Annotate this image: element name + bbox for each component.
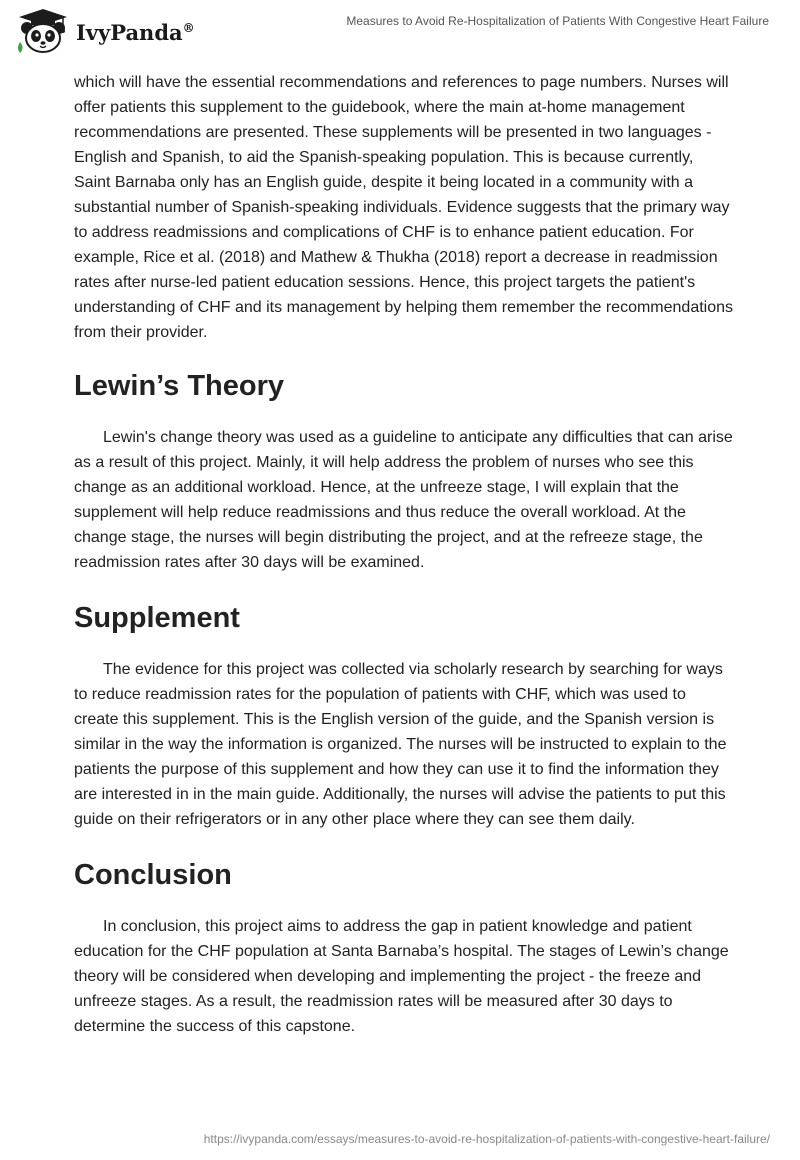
- intro-paragraph: which will have the essential recommendations and references to page numbers. Nurses will offer patients this supplement to the guidebook, where the main at-home management recommendations are presented. These supplements will be presented in two languages - English and Spanish, to aid the Spanish-speaking population. This is because currently, Saint Barnaba only has an English guide, despite it being located in a community with a substantial number of Spanish-speaking individuals. Evidence suggests that the primary way to address readmissions and complications of CHF is to enhance patient education. For example, Rice et al. (2018) and Mathew & Thukha (2018) report a decrease in readmission rates after nurse-led patient education sessions. Hence, this project targets the patient's understanding of CHF and its management by helping them remember the recommendations from their provider.: [74, 74, 734, 341]
- section-paragraph-conclusion: In conclusion, this project aims to address the gap in patient knowledge and patient education for the CHF population at Santa Barnaba’s hospital. The stages of Lewin’s change theory will be considered when developing and implementing the project - the freeze and unfreeze stages. As a result, the readmission rates will be measured after 30 days to determine the success of this capstone.: [74, 918, 729, 1035]
- document-title: Measures to Avoid Re-Hospitalization of Patients With Congestive Heart Failure: [346, 14, 769, 28]
- ivypanda-logo[interactable]: [16, 8, 195, 54]
- footer-source-url[interactable]: https://ivypanda.com/essays/measures-to-avoid-re-hospitalization-of-patients-with-congestive-heart-failure/: [203, 1132, 770, 1146]
- logo-text: IvyPanda®: [76, 19, 195, 45]
- section-paragraph-supplement: The evidence for this project was collected via scholarly research by searching for ways to reduce readmission rates for the population of patients with CHF, which was used to create this supplement. This is the English version of the guide, and the Spanish version is similar in the way the information is organized. The nurses will be instructed to explain to the patients the purpose of this supplement and how they can use it to find the information they are interested in in the main guide. Additionally, the nurses will advise the patients to put this guide on their refrigerators or in any other place where they can see them daily.: [74, 661, 727, 828]
- section-heading-conclusion: Conclusion: [74, 859, 232, 891]
- essay-content: [74, 70, 734, 1039]
- section-heading-lewins-theory: Lewin’s Theory: [74, 370, 285, 402]
- panda-graduate-icon: [16, 8, 70, 54]
- page-header: [0, 0, 800, 60]
- section-paragraph-lewins-theory: Lewin's change theory was used as a guideline to anticipate any difficulties that can arise as a result of this project. Mainly, it will help address the problem of nurses who see this change as an additional workload. Hence, at the unfreeze stage, I will explain that the supplement will help reduce readmissions and thus reduce the overall workload. At the change stage, the nurses will begin distributing the project, and at the refreeze stage, the readmission rates after 30 days will be examined.: [74, 429, 733, 571]
- section-heading-supplement: Supplement: [74, 602, 240, 634]
